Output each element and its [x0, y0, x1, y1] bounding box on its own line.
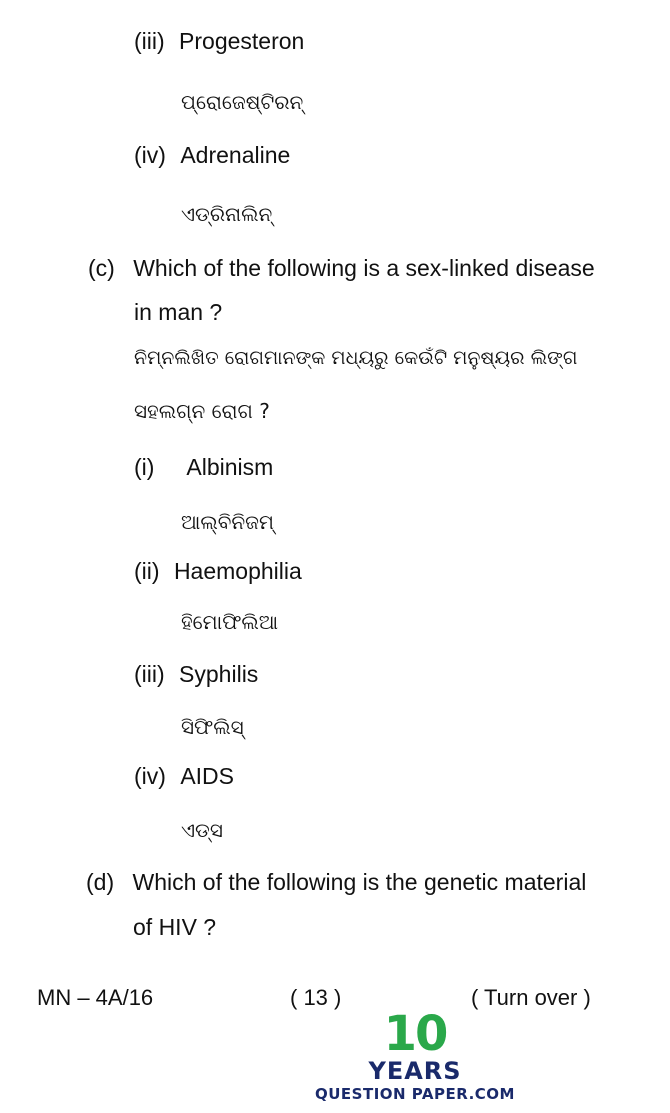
question-label: (d) [86, 869, 115, 895]
option-b-iii-odia: ପ୍ରୋଜେଷ୍ଟିରନ୍ [181, 90, 304, 114]
option-number: (iv) [134, 142, 166, 168]
option-c-iii [134, 660, 258, 688]
question-d-line2: of HIV ? [133, 914, 217, 940]
question-c [88, 254, 595, 282]
question-label: (c) [88, 255, 115, 281]
option-b-iv-odia: ଏଡ୍ରିନାଲିନ୍ [181, 202, 273, 226]
question-text: Which of the following is the genetic material [132, 869, 587, 895]
logo-site: QUESTION PAPER.COM [314, 1085, 515, 1103]
option-text: Adrenaline [180, 142, 291, 168]
option-number: (iii) [134, 661, 165, 687]
option-b-iv [134, 141, 290, 169]
option-c-iv-odia: ଏଡ୍‌ସ [181, 818, 223, 842]
option-number: (iii) [134, 28, 165, 54]
question-c-odia-line1: ନିମ୍ନଲିଖିତ ରୋଗମାନଙ୍କ ମଧ୍ୟରୁ କେଉଁଟି ମନୁଷ୍ୟର ଲିଙ୍ଗ [134, 347, 578, 369]
option-c-ii-odia: ହିମୋଫିଲିଆ [181, 610, 279, 634]
option-number: (iv) [134, 763, 166, 789]
option-b-iii [134, 27, 304, 55]
option-c-ii [134, 557, 302, 585]
question-d [86, 868, 586, 896]
option-number: (i) [134, 454, 155, 480]
logo-years: YEARS [368, 1057, 462, 1085]
option-text: AIDS [180, 763, 235, 789]
logo-number: 10 [383, 1006, 447, 1062]
question-c-odia-line2: ସହଲଗ୍ନ ରୋଗ ? [134, 399, 270, 423]
option-c-iii-odia: ସିଫିଲିସ୍ [181, 715, 244, 739]
watermark-logo [300, 1006, 530, 1113]
paper-code: MN – 4A/16 [37, 985, 154, 1010]
option-number: (ii) [134, 558, 160, 584]
option-c-iv [134, 762, 234, 790]
option-c-i-odia: ଆଲ୍‌ବିନିଜମ୍ [181, 510, 274, 534]
page-number: ( 13 ) [290, 985, 342, 1010]
option-text: Syphilis [179, 661, 259, 687]
option-text: Progesteron [179, 28, 305, 54]
option-text: Albinism [186, 454, 274, 480]
question-text: Which of the following is a sex-linked disease [133, 255, 595, 281]
option-text: Haemophilia [173, 558, 302, 584]
turn-over-note: ( Turn over ) [471, 985, 591, 1010]
question-c-line2: in man ? [134, 299, 223, 325]
option-c-i [134, 453, 273, 481]
